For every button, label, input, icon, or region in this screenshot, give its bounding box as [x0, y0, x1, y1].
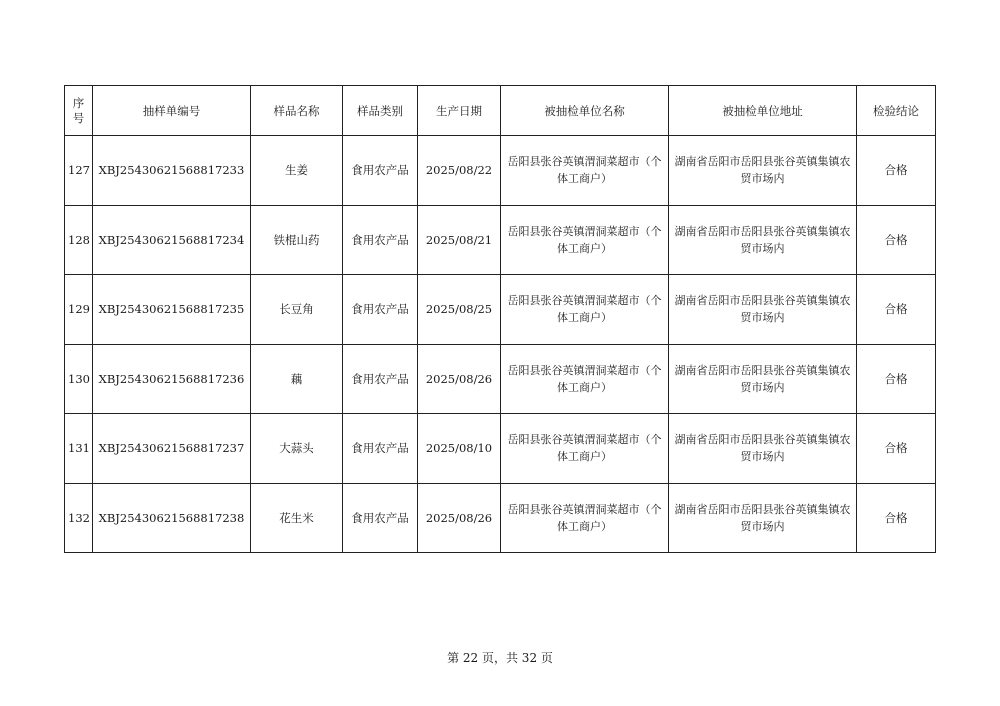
row-unit-address: 湖南省岳阳市岳阳县张谷英镇集镇农贸市场内 [669, 136, 857, 206]
table-row [65, 344, 936, 414]
row-sample-category: 食用农产品 [343, 414, 418, 484]
header-sample-name: 样品名称 [251, 86, 343, 136]
row-production-date: 2025/08/10 [418, 414, 501, 484]
row-sample-name: 花生米 [251, 483, 343, 553]
row-sample-category: 食用农产品 [343, 483, 418, 553]
row-seq: 127 [65, 136, 93, 206]
row-sample-no: XBJ25430621568817237 [93, 414, 251, 484]
row-result: 合格 [857, 483, 936, 553]
row-sample-name: 藕 [251, 344, 343, 414]
row-sample-name: 生姜 [251, 136, 343, 206]
row-sample-no: XBJ25430621568817235 [93, 275, 251, 345]
row-production-date: 2025/08/26 [418, 344, 501, 414]
row-sample-no: XBJ25430621568817236 [93, 344, 251, 414]
row-sample-no: XBJ25430621568817233 [93, 136, 251, 206]
row-production-date: 2025/08/21 [418, 205, 501, 275]
page-number-text: 第 22 页，共 32 页 [447, 651, 553, 665]
row-sample-category: 食用农产品 [343, 205, 418, 275]
row-result: 合格 [857, 136, 936, 206]
row-unit-name: 岳阳县张谷英镇渭洞菜超市（个体工商户） [501, 414, 669, 484]
row-result: 合格 [857, 344, 936, 414]
header-seq: 序 号 [65, 86, 93, 136]
row-production-date: 2025/08/26 [418, 483, 501, 553]
row-unit-name: 岳阳县张谷英镇渭洞菜超市（个体工商户） [501, 136, 669, 206]
row-sample-no: XBJ25430621568817238 [93, 483, 251, 553]
row-seq: 130 [65, 344, 93, 414]
header-sample-category: 样品类别 [343, 86, 418, 136]
row-production-date: 2025/08/22 [418, 136, 501, 206]
header-inspected-unit-name: 被抽检单位名称 [501, 86, 669, 136]
inspection-results-table [64, 85, 936, 553]
header-production-date: 生产日期 [418, 86, 501, 136]
row-sample-no: XBJ25430621568817234 [93, 205, 251, 275]
row-sample-name: 长豆角 [251, 275, 343, 345]
header-inspected-unit-address: 被抽检单位地址 [669, 86, 857, 136]
row-sample-category: 食用农产品 [343, 136, 418, 206]
row-seq: 129 [65, 275, 93, 345]
table-row [65, 205, 936, 275]
row-unit-address: 湖南省岳阳市岳阳县张谷英镇集镇农贸市场内 [669, 275, 857, 345]
table-row [65, 136, 936, 206]
header-sample-no: 抽样单编号 [93, 86, 251, 136]
row-sample-name: 铁棍山药 [251, 205, 343, 275]
row-sample-category: 食用农产品 [343, 275, 418, 345]
row-result: 合格 [857, 275, 936, 345]
header-inspection-result: 检验结论 [857, 86, 936, 136]
table-row [65, 414, 936, 484]
row-unit-address: 湖南省岳阳市岳阳县张谷英镇集镇农贸市场内 [669, 414, 857, 484]
row-sample-name: 大蒜头 [251, 414, 343, 484]
row-unit-name: 岳阳县张谷英镇渭洞菜超市（个体工商户） [501, 275, 669, 345]
row-unit-name: 岳阳县张谷英镇渭洞菜超市（个体工商户） [501, 205, 669, 275]
table-header-row [65, 86, 936, 136]
row-unit-address: 湖南省岳阳市岳阳县张谷英镇集镇农贸市场内 [669, 205, 857, 275]
row-sample-category: 食用农产品 [343, 344, 418, 414]
page-footer [0, 649, 1000, 666]
row-result: 合格 [857, 205, 936, 275]
row-result: 合格 [857, 414, 936, 484]
row-seq: 128 [65, 205, 93, 275]
table-row [65, 483, 936, 553]
table-body [65, 136, 936, 553]
table-row [65, 275, 936, 345]
row-unit-address: 湖南省岳阳市岳阳县张谷英镇集镇农贸市场内 [669, 344, 857, 414]
row-seq: 131 [65, 414, 93, 484]
row-unit-name: 岳阳县张谷英镇渭洞菜超市（个体工商户） [501, 483, 669, 553]
row-production-date: 2025/08/25 [418, 275, 501, 345]
row-unit-name: 岳阳县张谷英镇渭洞菜超市（个体工商户） [501, 344, 669, 414]
row-unit-address: 湖南省岳阳市岳阳县张谷英镇集镇农贸市场内 [669, 483, 857, 553]
row-seq: 132 [65, 483, 93, 553]
